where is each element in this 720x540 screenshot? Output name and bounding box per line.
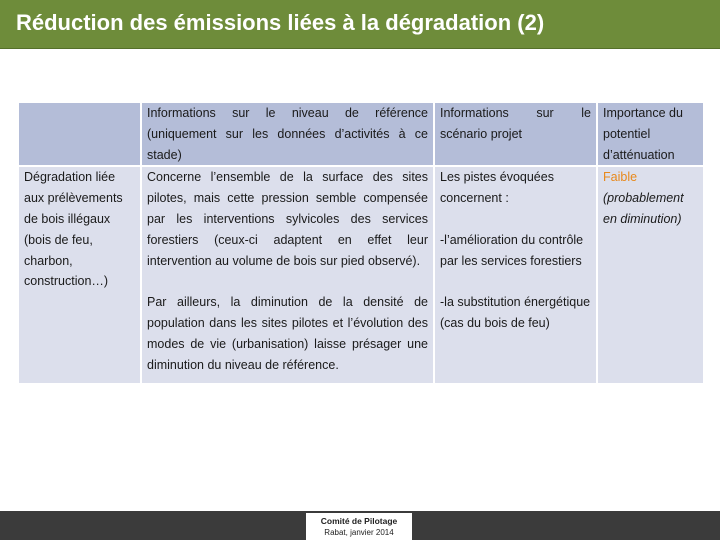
paragraph-spacer — [147, 271, 428, 292]
table-row — [18, 166, 704, 384]
project-scenario-cell — [434, 166, 597, 384]
footer-date: Rabat, janvier 2014 — [324, 528, 394, 537]
title-bar — [0, 0, 720, 49]
potential-level: Faible — [603, 170, 638, 185]
table-header-row — [18, 102, 704, 166]
mitigation-potential-cell — [597, 166, 704, 384]
row-label-text: Dégradation liée aux prélèvements de bois illégaux (bois de feu, charbon, construction…) — [24, 170, 123, 289]
reference-paragraph-2: Par ailleurs, la diminution de la densité de population dans les sites pilotes et l’évolution des modes de vie (urbanisation) laisse présager une diminution du niveau de référence. — [147, 295, 428, 372]
header-reference-level: Informations sur le niveau de référence (uniquement sur les données d’activités à ce stade) — [141, 102, 434, 166]
reference-paragraph-1: Concerne l’ensemble de la surface des sites pilotes, mais cette pression semble compensée par les interventions sylvicoles des services forestiers (ceux-ci adaptent en effet leur intervention au volume de bois sur pied observé). — [147, 170, 428, 268]
slide-title: Réduction des émissions liées à la dégradation (2) — [16, 10, 545, 35]
header-mitigation-potential: Importance du potentiel d’atténuation — [597, 102, 704, 166]
project-intro: Les pistes évoquées concernent : — [440, 170, 554, 206]
mitigation-table — [17, 101, 705, 385]
row-label-illegal-wood — [18, 166, 141, 384]
footer-committee: Comité de Pilotage — [320, 516, 398, 526]
project-item-substitution: -la substitution énergétique (cas du bois de feu) — [440, 295, 591, 330]
header-empty-cell — [18, 102, 141, 166]
footer-label-box — [306, 513, 412, 540]
project-item-control: -l’amélioration du contrôle par les services forestiers — [440, 232, 584, 268]
paragraph-spacer — [440, 271, 591, 292]
header-project-scenario: Informations sur le scénario projet — [434, 102, 597, 166]
paragraph-spacer — [440, 209, 591, 230]
reference-level-cell — [141, 166, 434, 384]
cell-bottom-padding — [147, 375, 428, 383]
potential-note: (probablement en diminution) — [603, 191, 684, 226]
